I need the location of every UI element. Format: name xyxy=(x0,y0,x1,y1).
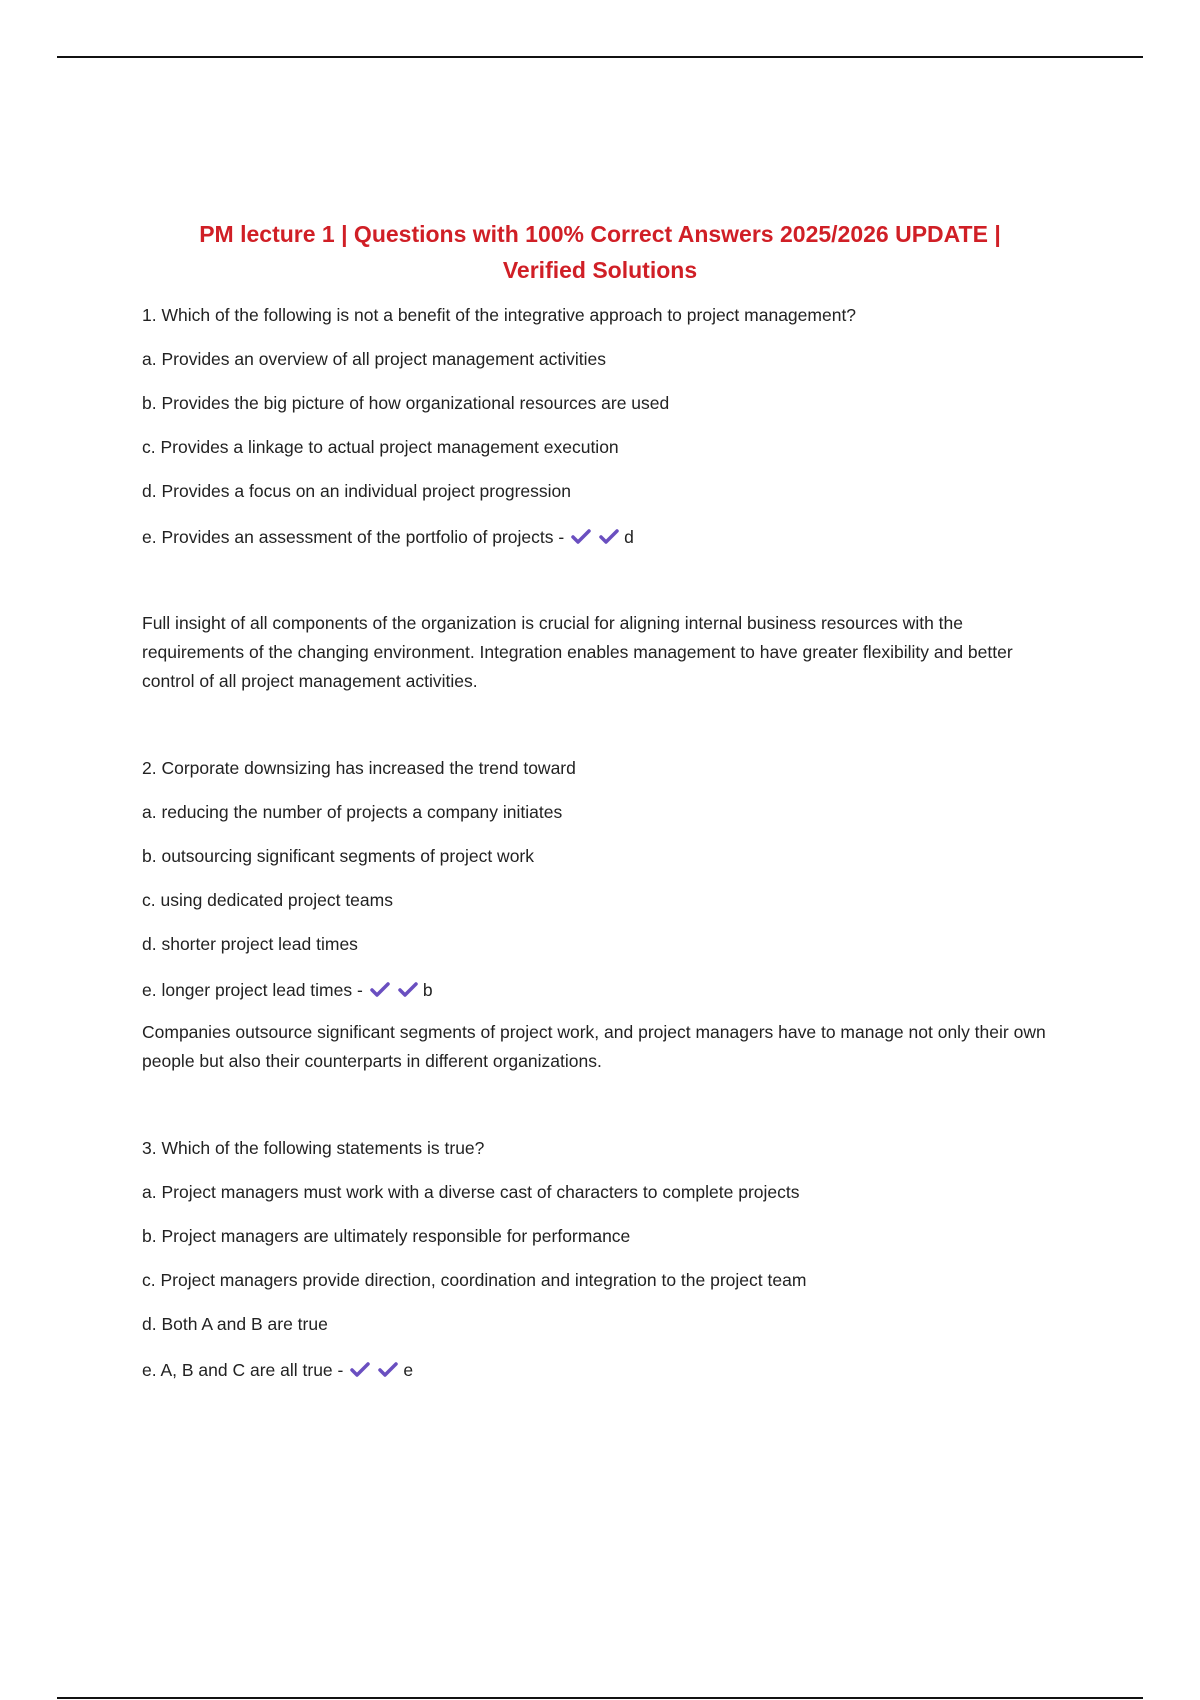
title-line-2: Verified Solutions xyxy=(502,257,698,283)
option-a: a. Project managers must work with a diverse cast of characters to complete projects xyxy=(142,1182,800,1202)
question-1 xyxy=(142,303,1062,696)
question-list xyxy=(142,303,1062,1382)
option-d: d. Provides a focus on an individual project progression xyxy=(142,481,571,501)
option-e-answer xyxy=(142,978,1062,1002)
option-b: b. outsourcing significant segments of project work xyxy=(142,846,534,866)
check-icon xyxy=(377,1361,399,1379)
explanation: Companies outsource significant segments of project work, and project managers have to manage not only their own people but also their counterparts in different organizations. xyxy=(142,1022,1046,1071)
question-2 xyxy=(142,756,1062,1076)
option-e: e. longer project lead times - xyxy=(142,980,363,1000)
correct-answer: e xyxy=(403,1360,414,1380)
document-title xyxy=(150,216,1050,288)
question-stem: 3. Which of the following statements is true? xyxy=(142,1138,485,1158)
option-c: c. using dedicated project teams xyxy=(142,890,393,910)
check-icon xyxy=(397,981,419,999)
bottom-rule xyxy=(57,1697,1143,1699)
option-e: e. A, B and C are all true - xyxy=(142,1360,344,1380)
option-d: d. shorter project lead times xyxy=(142,934,358,954)
option-b: b. Provides the big picture of how organizational resources are used xyxy=(142,393,670,413)
option-e-answer xyxy=(142,525,1062,549)
check-icon xyxy=(570,528,592,546)
option-b: b. Project managers are ultimately responsible for performance xyxy=(142,1226,631,1246)
option-c: c. Provides a linkage to actual project management execution xyxy=(142,437,619,457)
question-stem: 1. Which of the following is not a benefit of the integrative approach to project management? xyxy=(142,305,857,325)
check-icon xyxy=(369,981,391,999)
question-3 xyxy=(142,1136,1062,1382)
option-c: c. Project managers provide direction, coordination and integration to the project team xyxy=(142,1270,807,1290)
explanation: Full insight of all components of the organization is crucial for aligning internal business resources with the requirements of the changing environment. Integration enables management to have greater flexibility and better control of all project management activities. xyxy=(142,613,1013,691)
check-icon xyxy=(349,1361,371,1379)
check-icon xyxy=(598,528,620,546)
option-a: a. reducing the number of projects a company initiates xyxy=(142,802,563,822)
option-e-answer xyxy=(142,1358,1062,1382)
option-e: e. Provides an assessment of the portfolio of projects - xyxy=(142,527,565,547)
correct-answer: b xyxy=(422,980,433,1000)
correct-answer: d xyxy=(624,527,634,547)
question-stem: 2. Corporate downsizing has increased the trend toward xyxy=(142,758,576,778)
option-a: a. Provides an overview of all project management activities xyxy=(142,349,606,369)
top-rule xyxy=(57,56,1143,58)
title-line-1: PM lecture 1 | Questions with 100% Correct Answers 2025/2026 UPDATE | xyxy=(199,221,1001,247)
option-d: d. Both A and B are true xyxy=(142,1314,328,1334)
